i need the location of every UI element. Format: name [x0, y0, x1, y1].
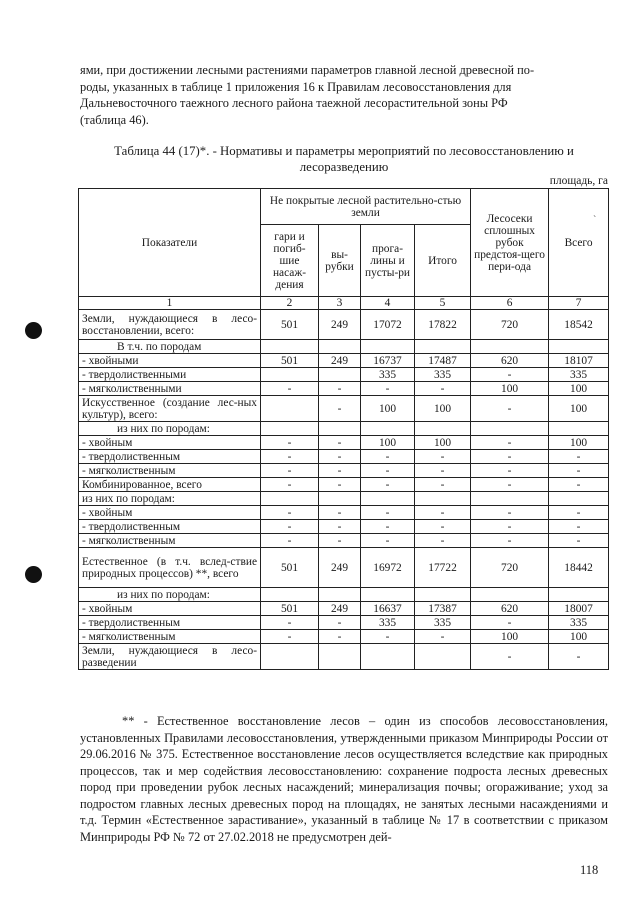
cell-c5: - [415, 520, 471, 534]
cell-c7: 18542 [549, 310, 609, 340]
cell-c5: - [415, 450, 471, 464]
cell-c5: - [415, 382, 471, 396]
column-numbers-row [79, 297, 609, 310]
cell-c6 [471, 340, 549, 354]
cell-c3: - [319, 616, 361, 630]
row-label: Земли, нуждающиеся в лесо-восстановлении, всего: [79, 310, 261, 340]
cell-c2 [261, 588, 319, 602]
cell-c5: 335 [415, 368, 471, 382]
cell-c3: - [319, 478, 361, 492]
column-number: 6 [471, 297, 549, 310]
table-caption [80, 143, 608, 175]
cell-c2: 501 [261, 354, 319, 368]
cell-c4: 335 [361, 368, 415, 382]
cell-c7 [549, 422, 609, 436]
cell-c7: 100 [549, 630, 609, 644]
intro-line: ями, при достижении лесными растениями параметров главной лесной древесной по- [80, 63, 535, 77]
cell-c7: 335 [549, 368, 609, 382]
table-row [79, 548, 609, 588]
cell-c3: - [319, 630, 361, 644]
row-label: Искусственное (создание лес-ных культур), всего: [79, 396, 261, 422]
cell-c7: - [549, 534, 609, 548]
table-row [79, 534, 609, 548]
table-caption-line: лесоразведению [299, 160, 389, 174]
row-label: - мягколиственным [79, 464, 261, 478]
cell-c2: - [261, 534, 319, 548]
header-not-covered: Не покрытые лесной растительно-стью земли [261, 189, 471, 225]
cell-c7 [549, 588, 609, 602]
cell-c3: - [319, 450, 361, 464]
table-row [79, 354, 609, 368]
cell-c6 [471, 588, 549, 602]
cell-c6: - [471, 396, 549, 422]
cell-c3: - [319, 382, 361, 396]
table-row [79, 478, 609, 492]
cell-c5: - [415, 478, 471, 492]
row-label: - твердолиственным [79, 450, 261, 464]
cell-c4: - [361, 520, 415, 534]
cell-c7 [549, 492, 609, 506]
row-label: из них по породам: [79, 422, 261, 436]
cell-c3: - [319, 436, 361, 450]
row-label: - твердолиственными [79, 368, 261, 382]
row-label: - твердолиственным [79, 616, 261, 630]
cell-c4: - [361, 450, 415, 464]
intro-line: (таблица 46). [80, 112, 149, 127]
table-row [79, 310, 609, 340]
cell-c6: 100 [471, 382, 549, 396]
row-label: - хвойными [79, 354, 261, 368]
cell-c6: 720 [471, 548, 549, 588]
cell-c4: 17072 [361, 310, 415, 340]
table-row [79, 422, 609, 436]
cell-c3 [319, 368, 361, 382]
cell-c4: 16972 [361, 548, 415, 588]
cell-c3: - [319, 520, 361, 534]
cell-c6: - [471, 368, 549, 382]
table-row [79, 630, 609, 644]
cell-c4: - [361, 464, 415, 478]
table-row [79, 464, 609, 478]
cell-c7: - [549, 478, 609, 492]
header-cuttings: вы-рубки [319, 225, 361, 297]
cell-c4: - [361, 506, 415, 520]
cell-c2: 501 [261, 602, 319, 616]
cell-c6: - [471, 478, 549, 492]
table-row [79, 602, 609, 616]
table-units: площадь, га [549, 175, 608, 187]
column-number: 1 [79, 297, 261, 310]
row-label: - хвойным [79, 506, 261, 520]
cell-c6: 100 [471, 630, 549, 644]
cell-c2: - [261, 506, 319, 520]
column-number: 3 [319, 297, 361, 310]
cell-c2: - [261, 450, 319, 464]
cell-c5: 100 [415, 396, 471, 422]
cell-c4: - [361, 630, 415, 644]
table-row [79, 340, 609, 354]
row-label: из них по породам: [79, 492, 261, 506]
cell-c6: - [471, 436, 549, 450]
column-number: 4 [361, 297, 415, 310]
cell-c2 [261, 422, 319, 436]
cell-c3 [319, 340, 361, 354]
intro-line: Дальневосточного таежного лесного района таежной лесорастительной зоны РФ [80, 96, 508, 110]
cell-c7: 100 [549, 382, 609, 396]
cell-c6: 720 [471, 310, 549, 340]
table-row [79, 382, 609, 396]
cell-c5: - [415, 534, 471, 548]
cell-c4: 100 [361, 436, 415, 450]
cell-c6 [471, 492, 549, 506]
table-body [79, 310, 609, 670]
table-row [79, 396, 609, 422]
cell-c3: 249 [319, 310, 361, 340]
cell-c2: - [261, 382, 319, 396]
cell-c2: - [261, 616, 319, 630]
table-row [79, 450, 609, 464]
header-indicators: Показатели [79, 189, 261, 297]
cell-c5: 100 [415, 436, 471, 450]
cell-c7: - [549, 450, 609, 464]
page-number: 118 [580, 863, 599, 877]
cell-c4 [361, 340, 415, 354]
cell-c7: 18442 [549, 548, 609, 588]
cell-c3: 249 [319, 354, 361, 368]
cell-c6: 620 [471, 602, 549, 616]
column-number: 2 [261, 297, 319, 310]
binder-hole-icon [25, 566, 42, 583]
cell-c3: - [319, 534, 361, 548]
header-total-uncovered: Итого [415, 225, 471, 297]
cell-c6 [471, 422, 549, 436]
cell-c5 [415, 588, 471, 602]
cell-c4: 100 [361, 396, 415, 422]
row-label: - мягколиственными [79, 382, 261, 396]
stray-mark: ` [593, 215, 597, 226]
cell-c2 [261, 644, 319, 670]
cell-c2: - [261, 520, 319, 534]
table-row [79, 520, 609, 534]
cell-c2: - [261, 436, 319, 450]
cell-c5: - [415, 464, 471, 478]
row-label: - хвойным [79, 436, 261, 450]
cell-c2 [261, 368, 319, 382]
cell-c4: - [361, 534, 415, 548]
cell-c3: - [319, 506, 361, 520]
cell-c3: 249 [319, 602, 361, 616]
cell-c6: - [471, 506, 549, 520]
cell-c3 [319, 644, 361, 670]
cell-c4: - [361, 382, 415, 396]
header-glades: прога-лины и пусты-ри [361, 225, 415, 297]
cell-c6: - [471, 450, 549, 464]
table-row [79, 588, 609, 602]
cell-c3: - [319, 396, 361, 422]
cell-c4: 335 [361, 616, 415, 630]
cell-c2: - [261, 478, 319, 492]
cell-c3: - [319, 464, 361, 478]
cell-c5: - [415, 630, 471, 644]
row-label: из них по породам: [79, 588, 261, 602]
row-label: - хвойным [79, 602, 261, 616]
cell-c7: - [549, 644, 609, 670]
column-number: 7 [549, 297, 609, 310]
binder-hole-icon [25, 322, 42, 339]
norms-table [78, 188, 609, 670]
cell-c7: 100 [549, 436, 609, 450]
cell-c5: 335 [415, 616, 471, 630]
header-clearcuts: Лесосеки сплошных рубок предстоя-щего пери-ода [471, 189, 549, 297]
cell-c7: 18107 [549, 354, 609, 368]
table-row [79, 616, 609, 630]
cell-c7: 335 [549, 616, 609, 630]
cell-c3 [319, 588, 361, 602]
cell-c3 [319, 422, 361, 436]
cell-c2: - [261, 464, 319, 478]
cell-c5 [415, 340, 471, 354]
table-row [79, 492, 609, 506]
column-number: 5 [415, 297, 471, 310]
cell-c6: - [471, 534, 549, 548]
cell-c7: 100 [549, 396, 609, 422]
cell-c6: - [471, 644, 549, 670]
cell-c4 [361, 644, 415, 670]
header-grand-total-label: Всего [564, 236, 593, 249]
cell-c5: 17822 [415, 310, 471, 340]
header-burned: гари и погиб-шие насаж-дения [261, 225, 319, 297]
intro-line: роды, указанных в таблице 1 приложения 16 к Правилам лесовосстановления для [80, 79, 512, 94]
cell-c2: 501 [261, 310, 319, 340]
row-label: Земли, нуждающиеся в лесо-разведении [79, 644, 261, 670]
cell-c5 [415, 492, 471, 506]
cell-c2 [261, 340, 319, 354]
cell-c5: - [415, 506, 471, 520]
table-row [79, 506, 609, 520]
cell-c7: 18007 [549, 602, 609, 616]
cell-c5: 17387 [415, 602, 471, 616]
table-row [79, 436, 609, 450]
row-label: - мягколиственным [79, 630, 261, 644]
cell-c4: 16637 [361, 602, 415, 616]
intro-paragraph [80, 62, 608, 128]
row-label: - твердолиственным [79, 520, 261, 534]
cell-c4 [361, 588, 415, 602]
cell-c4: 16737 [361, 354, 415, 368]
header-grand-total [549, 189, 609, 297]
cell-c5: 17722 [415, 548, 471, 588]
cell-c2 [261, 396, 319, 422]
cell-c6: - [471, 616, 549, 630]
table-row [79, 368, 609, 382]
table-caption-line: Таблица 44 (17)*. - Нормативы и параметры мероприятий по лесовосстановлению и [114, 144, 574, 158]
cell-c6: - [471, 464, 549, 478]
cell-c7: - [549, 464, 609, 478]
cell-c2: - [261, 630, 319, 644]
footnote-paragraph: ** - Естественное восстановление лесов – один из способов лесовосстановления, установленных Правилами лесовосстановления, утвержденными приказом Минприроды России от 29.06.2016 № 375. Естественное восстановление лесов осуществляется вследствие как природных процессов, так и мер содействия лесовосстановлению: сохранение подроста лесных древесных пород при проведении рубок лесных насаждений; минерализация почвы; огораживание; уход за подростом главных лесных древесных пород на площадях, не занятых лесными насаждениями и т.д. Термин «Естественное зарастивание», указанный в таблице № 17 в соответствии с приказом Минприроды РФ № 72 от 27.02.2018 не предусмотрен дей- [80, 714, 608, 844]
cell-c5: 17487 [415, 354, 471, 368]
cell-c6: 620 [471, 354, 549, 368]
cell-c2 [261, 492, 319, 506]
cell-c4: - [361, 478, 415, 492]
table-row [79, 644, 609, 670]
row-label: Комбинированное, всего [79, 478, 261, 492]
cell-c7 [549, 340, 609, 354]
cell-c2: 501 [261, 548, 319, 588]
row-label: Естественное (в т.ч. вслед-ствие природных процессов) **, всего [79, 548, 261, 588]
cell-c4 [361, 492, 415, 506]
cell-c3 [319, 492, 361, 506]
cell-c5 [415, 644, 471, 670]
cell-c5 [415, 422, 471, 436]
cell-c3: 249 [319, 548, 361, 588]
row-label: В т.ч. по породам [79, 340, 261, 354]
cell-c4 [361, 422, 415, 436]
cell-c7: - [549, 506, 609, 520]
row-label: - мягколиственным [79, 534, 261, 548]
cell-c6: - [471, 520, 549, 534]
cell-c7: - [549, 520, 609, 534]
